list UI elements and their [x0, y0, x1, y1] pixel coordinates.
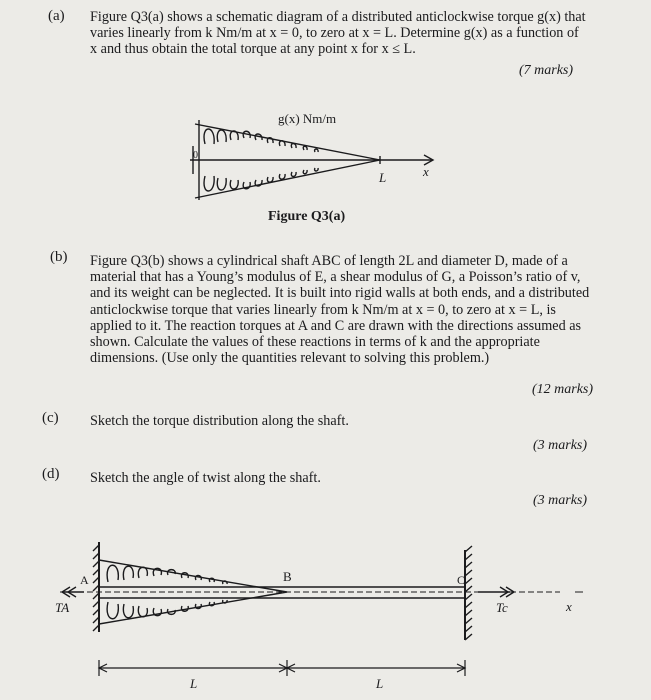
figure-a-caption: Figure Q3(a)	[268, 209, 346, 224]
left-wall	[93, 542, 99, 632]
part-b-marks: (12 marks)	[532, 382, 594, 397]
part-a-line-1: Figure Q3(a) shows a schematic diagram of a distributed anticlockwise torque g(x) that	[90, 9, 586, 25]
torque-a-arrow	[62, 587, 84, 597]
part-a-marks: (7 marks)	[519, 63, 574, 78]
part-b-line-1: Figure Q3(b) shows a cylindrical shaft ABC of length 2L and diameter D, made of a	[90, 253, 568, 269]
torque-a-label: TA	[55, 600, 70, 615]
part-b-line-7: dimensions. (Use only the quantities relevant to solving this problem.)	[90, 350, 490, 367]
span-1-label: L	[190, 676, 198, 691]
figure-a-axis-label: x	[423, 164, 429, 179]
figure-a-length-label: L	[379, 170, 387, 185]
span-2-label: L	[376, 676, 384, 691]
part-b-line-3: and its weight can be neglected. It is built into rigid walls at both ends, and a distributed	[90, 285, 590, 302]
part-a-line-2: varies linearly from k Nm/m at x = 0, to zero at x = L. Determine g(x) as a function of	[90, 25, 579, 42]
part-c-marks: (3 marks)	[533, 438, 588, 453]
right-wall	[465, 546, 472, 640]
point-a-label: A	[80, 573, 89, 587]
point-c-label: C	[457, 573, 466, 587]
part-a-line-3: x and thus obtain the total torque at any point x for x ≤ L.	[90, 41, 416, 58]
part-d-label: (d)	[42, 466, 60, 482]
part-b-line-6: shown. Calculate the values of these reactions in terms of k and the appropriate	[90, 334, 540, 351]
dimension-lines	[99, 660, 465, 676]
figure-a-load-label: g(x) Nm/m	[278, 111, 337, 126]
part-c-label: (c)	[42, 410, 59, 426]
figure-a-origin-label: 0	[193, 150, 198, 161]
part-d-text: Sketch the angle of twist along the shaft.	[90, 470, 321, 486]
torque-c-label: Tc	[496, 600, 508, 615]
part-d-marks: (3 marks)	[533, 493, 588, 508]
part-c-text: Sketch the torque distribution along the shaft.	[90, 413, 349, 429]
part-b-line-4: anticlockwise torque that varies linearly from k Nm/m at x = 0, to zero at x = L, is	[90, 301, 556, 318]
part-a-label: (a)	[48, 8, 65, 24]
torque-c-arrow	[478, 587, 514, 597]
part-b-line-5: applied to it. The reaction torques at A and C are drawn with the directions assumed as	[90, 317, 582, 334]
point-b-label: B	[283, 569, 292, 584]
part-b-line-2: material that has a Young’s modulus of E, a shear modulus of G, a Poisson’s ratio of v,	[90, 269, 581, 286]
figure-b-axis-label: x	[566, 599, 572, 614]
part-b-label: (b)	[50, 249, 68, 265]
